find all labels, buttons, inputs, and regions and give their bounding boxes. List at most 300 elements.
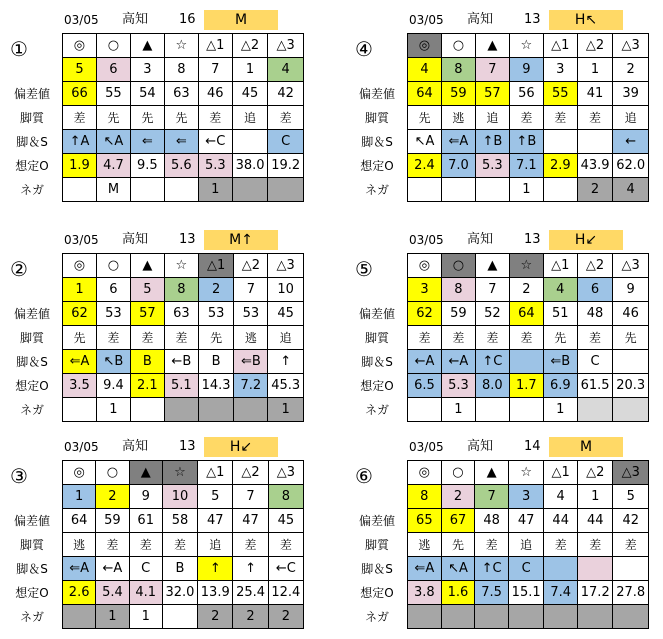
table-cell: 6.9 [543, 374, 577, 398]
table-cell [509, 350, 543, 374]
table-cell: 先 [441, 533, 475, 557]
table-cell: 5 [613, 485, 649, 509]
race-number: ① [10, 37, 28, 61]
table-cell: △2 [233, 461, 268, 485]
table-cell: 46 [613, 302, 649, 326]
table-cell: 差 [543, 106, 577, 130]
table-cell: 10 [268, 278, 304, 302]
table-cell: 61.5 [577, 374, 613, 398]
table-cell: 差 [509, 106, 543, 130]
table-cell: ☆ [164, 254, 198, 278]
table-cell: 1 [578, 485, 613, 509]
table-cell: 58 [162, 509, 197, 533]
table-cell: △1 [544, 461, 578, 485]
row-label: 脚質 [19, 111, 44, 125]
table-cell: 8 [268, 485, 303, 509]
table-cell: 7 [475, 485, 509, 509]
table-cell: △1 [198, 34, 232, 58]
table-cell: ⇐A [408, 557, 442, 581]
row-label: ネガ [19, 610, 44, 624]
race-date: 03/05 [409, 440, 444, 454]
table-cell: 先 [130, 106, 164, 130]
table-cell [162, 605, 197, 629]
table-cell: 差 [544, 533, 578, 557]
table-cell: 6.5 [408, 374, 442, 398]
race-date: 03/05 [409, 13, 444, 27]
table-cell: 5.3 [441, 374, 475, 398]
horse-number-row [408, 485, 649, 509]
table-cell: 42 [613, 509, 649, 533]
table-cell: 2.6 [63, 581, 96, 605]
leg-s-row [408, 350, 649, 374]
table-cell: 5.3 [475, 154, 509, 178]
table-cell: △3 [613, 34, 649, 58]
leg-s-row [408, 130, 649, 154]
table-cell: 2.4 [408, 154, 442, 178]
table-cell: 1 [198, 178, 232, 202]
table-cell: 5 [198, 485, 233, 509]
style-row [408, 533, 649, 557]
table-cell: 2 [613, 58, 649, 82]
table-cell: ↖A [96, 130, 130, 154]
table-cell: 3 [508, 485, 543, 509]
table-cell: 6 [96, 278, 130, 302]
table-cell: 25.4 [233, 581, 268, 605]
table-cell: 7 [475, 278, 509, 302]
deviation-row [408, 302, 649, 326]
table-cell: 64 [509, 302, 543, 326]
table-cell: ←C [268, 557, 303, 581]
table-cell: 差 [130, 326, 164, 350]
table-cell: 追 [268, 326, 304, 350]
table-cell: 差 [475, 326, 509, 350]
table-cell: ⇐B [543, 350, 577, 374]
runner-count: 14 [524, 439, 541, 454]
table-cell: 4 [613, 178, 649, 202]
row-label: 脚質 [19, 538, 44, 552]
table-cell [232, 130, 268, 154]
table-cell: 1 [63, 278, 97, 302]
nega-row [408, 605, 649, 629]
table-cell [130, 178, 164, 202]
table-cell: 42 [268, 82, 304, 106]
row-label: 脚＆S [16, 355, 48, 369]
table-cell: ▲ [475, 254, 509, 278]
table-cell [63, 605, 96, 629]
mark-row [408, 34, 649, 58]
table-cell: △3 [613, 254, 649, 278]
table-cell [543, 130, 577, 154]
table-cell: 48 [475, 509, 509, 533]
table-cell: 追 [198, 533, 233, 557]
table-cell: ←A [441, 350, 475, 374]
table-cell: 1 [577, 58, 613, 82]
table-cell: 1 [129, 605, 162, 629]
table-cell: 3 [130, 58, 164, 82]
table-cell: 39 [613, 82, 649, 106]
table-cell: 47 [508, 509, 543, 533]
row-label: 脚質 [364, 331, 389, 345]
table-cell: 先 [63, 326, 97, 350]
table-cell: 先 [96, 106, 130, 130]
table-cell: 12.4 [268, 581, 303, 605]
table-cell [613, 398, 649, 422]
pace-badge: M [204, 10, 278, 30]
table-cell: 6 [577, 278, 613, 302]
leg-s-row [63, 557, 304, 581]
table-cell: ◎ [63, 34, 97, 58]
venue-name: 高知 [467, 439, 494, 454]
table-cell: △1 [543, 254, 577, 278]
runner-count: 16 [179, 12, 196, 27]
table-cell: ←A [408, 350, 442, 374]
table-cell [578, 557, 613, 581]
table-cell: 先 [164, 106, 198, 130]
table-cell: 2 [509, 278, 543, 302]
table-cell [509, 398, 543, 422]
table-cell: 7.0 [441, 154, 475, 178]
table-cell [408, 605, 442, 629]
table-cell: 5.4 [96, 581, 129, 605]
table-cell: △3 [268, 34, 304, 58]
table-cell: ▲ [130, 34, 164, 58]
nega-row [408, 398, 649, 422]
row-label: 脚＆S [361, 355, 393, 369]
table-cell: 1 [509, 178, 543, 202]
table-cell: 15.1 [508, 581, 543, 605]
table-cell [441, 605, 475, 629]
table-cell [475, 605, 509, 629]
table-cell: B [162, 557, 197, 581]
table-cell: ↑B [475, 130, 509, 154]
table-cell: 差 [577, 326, 613, 350]
table-cell [164, 398, 198, 422]
table-cell [544, 557, 578, 581]
table-cell: 4 [408, 58, 442, 82]
table-cell: 48 [577, 302, 613, 326]
table-cell: 62.0 [613, 154, 649, 178]
row-label: ネガ [364, 183, 389, 197]
table-cell: 差 [233, 533, 268, 557]
style-row [63, 106, 304, 130]
table-cell [475, 178, 509, 202]
table-cell: ○ [441, 461, 475, 485]
table-cell: 差 [164, 326, 198, 350]
table-cell: 19.2 [268, 154, 304, 178]
mark-row [408, 461, 649, 485]
prediction-table [407, 460, 649, 629]
venue-name: 高知 [122, 12, 149, 27]
pace-badge: M↑ [204, 230, 278, 250]
prediction-table [62, 253, 304, 422]
table-cell: 55 [96, 82, 130, 106]
deviation-row [408, 509, 649, 533]
table-cell: 差 [578, 533, 613, 557]
table-cell: 7 [475, 58, 509, 82]
table-cell: 3.8 [408, 581, 442, 605]
table-cell: 8 [441, 278, 475, 302]
table-cell: 1 [232, 58, 268, 82]
horse-number-row [408, 58, 649, 82]
table-cell: ◎ [63, 254, 97, 278]
table-cell: ○ [96, 461, 129, 485]
table-cell: 38.0 [232, 154, 268, 178]
table-cell: ←C [198, 130, 232, 154]
odds-row [63, 581, 304, 605]
table-cell: 8 [408, 485, 442, 509]
table-cell: ← [613, 130, 649, 154]
table-cell: 5.1 [164, 374, 198, 398]
table-cell: 2 [441, 485, 475, 509]
table-cell: 2.1 [130, 374, 164, 398]
table-cell [268, 178, 304, 202]
deviation-row [408, 82, 649, 106]
table-cell: 43.9 [577, 154, 613, 178]
table-cell: ◎ [408, 34, 442, 58]
table-cell: 逃 [63, 533, 96, 557]
table-cell: 13.9 [198, 581, 233, 605]
table-cell: ☆ [509, 34, 543, 58]
table-cell: 8.0 [475, 374, 509, 398]
table-cell: 差 [613, 533, 649, 557]
table-cell: △1 [198, 461, 233, 485]
table-cell: 8 [441, 58, 475, 82]
nega-row [63, 398, 304, 422]
table-cell: 5 [130, 278, 164, 302]
row-label: ネガ [19, 183, 44, 197]
table-cell: ←B [164, 350, 198, 374]
table-cell: 8 [164, 278, 198, 302]
nega-row [63, 605, 304, 629]
table-cell: 46 [198, 82, 232, 106]
row-label: 脚質 [364, 111, 389, 125]
table-cell [130, 398, 164, 422]
table-cell: 32.0 [162, 581, 197, 605]
table-cell: ↑ [268, 350, 304, 374]
table-cell: ↑C [475, 557, 509, 581]
table-cell: 先 [543, 326, 577, 350]
table-cell: △2 [578, 461, 613, 485]
table-cell: △2 [577, 254, 613, 278]
table-cell: 追 [613, 106, 649, 130]
table-cell: 53 [96, 302, 130, 326]
odds-row [408, 374, 649, 398]
style-row [63, 326, 304, 350]
table-cell: ◎ [408, 461, 442, 485]
table-cell: 63 [164, 82, 198, 106]
table-cell: 3 [543, 58, 577, 82]
table-cell: △3 [268, 254, 304, 278]
table-cell [63, 398, 97, 422]
table-cell: 1 [543, 398, 577, 422]
table-cell [543, 178, 577, 202]
race-date: 03/05 [64, 233, 99, 247]
table-cell: 66 [63, 82, 97, 106]
horse-number-row [63, 58, 304, 82]
pace-badge: H↖ [549, 10, 623, 30]
table-cell: 53 [234, 302, 268, 326]
table-cell: 9.4 [96, 374, 130, 398]
prediction-table [407, 33, 649, 202]
table-cell: ☆ [509, 254, 543, 278]
table-cell: ⇐ [164, 130, 198, 154]
table-cell [232, 178, 268, 202]
race-date: 03/05 [64, 13, 99, 27]
table-cell: △3 [613, 461, 649, 485]
table-cell: 9 [613, 278, 649, 302]
table-cell: ↑ [233, 557, 268, 581]
table-cell: 差 [129, 533, 162, 557]
venue-name: 高知 [122, 439, 149, 454]
style-row [408, 326, 649, 350]
table-cell: 55 [543, 82, 577, 106]
row-label: 脚＆S [361, 135, 393, 149]
table-cell: 9 [509, 58, 543, 82]
table-cell: 2 [577, 178, 613, 202]
table-cell: 差 [408, 326, 442, 350]
pace-badge: H↙ [204, 437, 278, 457]
table-cell: ○ [441, 34, 475, 58]
table-cell: ↑A [63, 130, 97, 154]
table-cell: 61 [129, 509, 162, 533]
row-label: 想定O [15, 159, 49, 173]
table-cell: 差 [475, 533, 509, 557]
venue-name: 高知 [122, 232, 149, 247]
odds-row [63, 374, 304, 398]
table-cell: 差 [162, 533, 197, 557]
table-cell [408, 178, 442, 202]
style-row [63, 533, 304, 557]
table-cell: 差 [268, 533, 303, 557]
race-date: 03/05 [409, 233, 444, 247]
table-cell: 44 [578, 509, 613, 533]
table-cell: C [268, 130, 304, 154]
table-cell: 7 [234, 278, 268, 302]
table-cell: 3 [408, 278, 442, 302]
row-label: 脚＆S [16, 135, 48, 149]
table-cell: ▲ [130, 254, 164, 278]
table-cell: 差 [96, 533, 129, 557]
race-number: ③ [10, 464, 28, 488]
table-cell: 4 [543, 278, 577, 302]
table-cell: 先 [613, 326, 649, 350]
horse-number-row [63, 485, 304, 509]
table-cell: 4 [544, 485, 578, 509]
row-label: 偏差値 [358, 514, 395, 528]
table-cell: 2 [96, 485, 129, 509]
runner-count: 13 [179, 439, 196, 454]
row-label: 脚＆S [16, 562, 48, 576]
mark-row [63, 254, 304, 278]
table-cell: 差 [577, 106, 613, 130]
table-cell: 45 [268, 302, 304, 326]
row-label: ネガ [364, 403, 389, 417]
table-cell: ↖A [441, 557, 475, 581]
table-cell: 62 [63, 302, 97, 326]
style-row [408, 106, 649, 130]
table-cell: 逃 [408, 533, 442, 557]
pace-badge: H↙ [549, 230, 623, 250]
table-cell: 4.1 [129, 581, 162, 605]
race-number: ⑥ [355, 464, 373, 488]
table-cell [544, 605, 578, 629]
table-cell: 17.2 [578, 581, 613, 605]
table-cell: ⇐B [234, 350, 268, 374]
race-number: ⑤ [355, 257, 373, 281]
table-cell: 差 [441, 326, 475, 350]
mark-row [408, 254, 649, 278]
row-label: 想定O [15, 586, 49, 600]
table-cell: 6 [96, 58, 130, 82]
table-cell: 追 [475, 106, 509, 130]
leg-s-row [63, 130, 304, 154]
table-cell: 2 [268, 605, 303, 629]
table-cell: ▲ [129, 461, 162, 485]
table-cell: ⇐A [63, 350, 97, 374]
table-cell: 9 [129, 485, 162, 509]
table-cell [198, 398, 234, 422]
table-cell: 1.7 [509, 374, 543, 398]
table-cell: 67 [441, 509, 475, 533]
table-cell: 7.2 [234, 374, 268, 398]
table-cell: 65 [408, 509, 442, 533]
odds-row [63, 154, 304, 178]
table-cell: ↑B [509, 130, 543, 154]
table-cell [475, 398, 509, 422]
table-cell: 2 [233, 605, 268, 629]
table-cell: ⇐ [130, 130, 164, 154]
race-panel [349, 230, 649, 430]
row-label: 想定O [15, 379, 49, 393]
race-date: 03/05 [64, 440, 99, 454]
table-cell: B [130, 350, 164, 374]
table-cell: 差 [198, 106, 232, 130]
venue-name: 高知 [467, 232, 494, 247]
table-cell: 1 [63, 485, 96, 509]
table-cell: 64 [408, 82, 442, 106]
table-cell: 差 [268, 106, 304, 130]
table-cell: 54 [130, 82, 164, 106]
table-cell: 41 [577, 82, 613, 106]
table-cell: 差 [63, 106, 97, 130]
table-cell: ○ [96, 34, 130, 58]
table-cell: ☆ [508, 461, 543, 485]
table-cell: ↖B [96, 350, 130, 374]
table-cell: 1.6 [441, 581, 475, 605]
table-cell [577, 398, 613, 422]
table-cell: 逃 [234, 326, 268, 350]
table-cell: 3.5 [63, 374, 97, 398]
row-label: ネガ [364, 610, 389, 624]
table-cell: 追 [508, 533, 543, 557]
table-cell: 57 [130, 302, 164, 326]
prediction-table [62, 460, 304, 629]
table-cell: 45 [268, 509, 303, 533]
runner-count: 13 [524, 12, 541, 27]
table-cell: 7 [198, 58, 232, 82]
table-cell: 52 [475, 302, 509, 326]
table-cell: ☆ [162, 461, 197, 485]
table-cell [408, 398, 442, 422]
race-number: ④ [355, 37, 373, 61]
table-cell: △2 [577, 34, 613, 58]
table-cell: ▲ [475, 34, 509, 58]
table-cell [613, 350, 649, 374]
deviation-row [63, 509, 304, 533]
table-cell: 7 [233, 485, 268, 509]
table-cell: ○ [441, 254, 475, 278]
table-cell: 20.3 [613, 374, 649, 398]
